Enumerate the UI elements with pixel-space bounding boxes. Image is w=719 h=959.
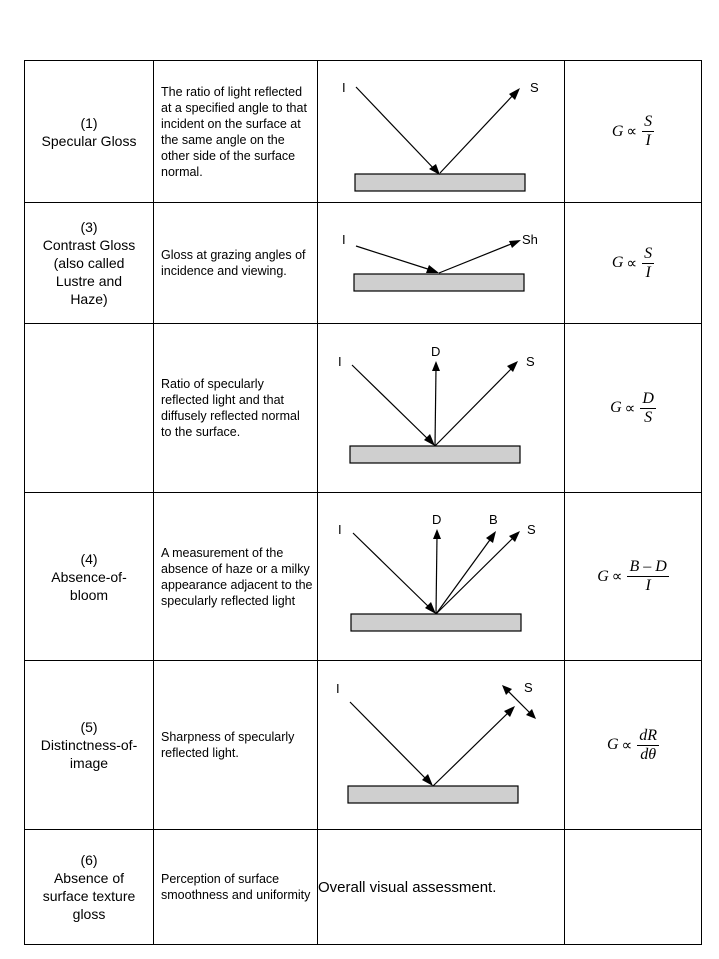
table-row [25,203,702,324]
gloss-type-line: surface texture [42,888,136,904]
sheen-label: Sh [522,232,538,247]
formula-denominator: I [645,263,651,281]
proportional-symbol: ∝ [624,400,636,417]
formula-lhs: G [610,399,622,416]
sheen-ray [439,242,516,273]
formula-denominator: I [645,577,651,594]
specular-ray [433,711,510,786]
gloss-formula [597,558,669,595]
bloom-ray [436,537,492,614]
gloss-type-line: bloom [69,586,109,603]
formula-cell [565,830,702,945]
formula-fraction [640,390,656,427]
formula-numerator: S [644,113,653,130]
diffuse-ratio-diagram [318,324,564,492]
gloss-type-line: (1) [80,114,98,131]
diagram-cell [318,493,565,661]
specular-ray [435,366,514,446]
table-row [25,324,702,493]
diffuse-arrowhead [433,529,441,539]
diffuse-label: D [432,512,442,527]
sheen-arrowhead [509,240,521,248]
formula-fraction [642,245,654,282]
diagram-cell [318,203,565,324]
sample-surface [348,786,518,803]
description-cell: Gloss at grazing angles of incidence and viewing. [154,203,318,324]
diffuse-ray [435,368,436,446]
gloss-type-cell [25,661,154,830]
gloss-type-line: Lustre and [55,273,123,289]
formula-fraction [637,727,659,764]
specular-gloss-diagram [318,61,564,202]
gloss-type-line: gloss [72,906,106,922]
contrast-gloss-diagram [318,203,564,323]
incident-ray [350,702,430,783]
gloss-formula [607,727,659,764]
incident-label: I [336,681,340,696]
description-cell: The ratio of light reflected at a specified angle to that incident on the surface at the same angle on the other side of the surface normal. [154,61,318,203]
specular-label: S [530,80,539,95]
formula-numerator: dR [639,726,658,744]
gloss-type-cell [25,61,154,203]
specular-label: S [527,522,536,537]
proportional-symbol: ∝ [626,255,638,272]
overall-assessment-cell: Overall visual assessment. [318,830,565,945]
incident-ray [353,533,433,611]
gloss-type-line: (4) [80,550,98,567]
incident-arrowhead [425,602,436,614]
formula-denominator: I [645,132,651,149]
formula-fraction [642,113,654,150]
incident-label: I [338,522,342,537]
formula-cell [565,493,702,661]
gloss-type-line: Contrast Gloss [42,237,136,253]
incident-label: I [342,232,346,247]
table-row [25,61,702,203]
formula-denominator: S [644,408,653,426]
table-row [25,830,702,945]
gloss-type-cell [25,324,154,493]
formula-lhs: G [597,567,609,585]
distinctness-of-image-diagram [318,661,564,829]
absence-of-bloom-diagram [318,493,564,660]
diagram-cell [318,661,565,830]
gloss-type-line: Specular Gloss [41,132,137,149]
sample-surface [354,274,524,291]
gloss-type-line: Haze) [70,291,108,307]
formula-denominator: dθ [640,745,657,763]
specular-label: S [526,354,535,369]
proportional-symbol: ∝ [621,737,633,754]
specular-label: S [524,680,533,695]
gloss-type-line: Absence-of- [51,568,127,585]
gloss-type-cell [25,203,154,324]
incident-arrowhead [424,434,435,446]
sample-surface [350,446,520,463]
diffuse-arrowhead [432,361,440,371]
formula-cell [565,203,702,324]
gloss-type-line: Distinctness-of- [40,737,138,753]
sample-surface [355,174,525,191]
diagram-cell [318,324,565,493]
specular-ray [440,92,516,173]
diffuse-ray [436,536,437,614]
bloom-label: B [489,512,498,527]
specular-arrowhead [507,361,518,372]
incident-arrowhead [426,265,439,273]
gloss-type-line: image [69,755,109,771]
formula-lhs: G [606,736,619,753]
gloss-type-line: (5) [80,719,98,735]
formula-cell [565,324,702,493]
sample-surface [351,614,521,631]
incident-ray [356,87,437,172]
gloss-type-line: (3) [80,219,98,235]
formula-numerator: B – D [629,558,667,575]
incident-label: I [342,80,346,95]
formula-cell [565,661,702,830]
table-row [25,493,702,661]
formula-numerator: D [642,389,654,407]
gloss-formula [612,245,654,282]
incident-ray [356,246,434,271]
gloss-type-cell [25,830,154,945]
diffuse-label: D [431,344,441,359]
formula-lhs: G [611,254,624,271]
formula-fraction [627,558,668,595]
gloss-formula [612,113,654,150]
gloss-type-cell [25,493,154,661]
formula-cell [565,61,702,203]
incident-label: I [338,354,342,369]
diagram-cell [318,61,565,203]
formula-lhs: G [611,122,624,140]
formula-numerator: S [644,244,653,262]
incident-ray [352,365,432,443]
gloss-type-line: (6) [80,852,98,868]
gloss-type-line: (also called [53,255,125,271]
description-cell: Perception of surface smoothness and uniformity [154,830,318,945]
description-cell: A measurement of the absence of haze or a milky appearance adjacent to the specularly reflected light [154,493,318,661]
proportional-symbol: ∝ [626,124,638,140]
bloom-arrowhead [486,531,496,543]
gloss-type-line: Absence of [53,870,125,886]
gloss-measurement-table [24,60,702,945]
description-cell: Ratio of specularly reflected light and that diffusely reflected normal to the surface. [154,324,318,493]
gloss-formula [610,390,656,427]
proportional-symbol: ∝ [611,569,623,585]
description-cell: Sharpness of specularly reflected light. [154,661,318,830]
table-row [25,661,702,830]
specular-ray [436,536,515,614]
